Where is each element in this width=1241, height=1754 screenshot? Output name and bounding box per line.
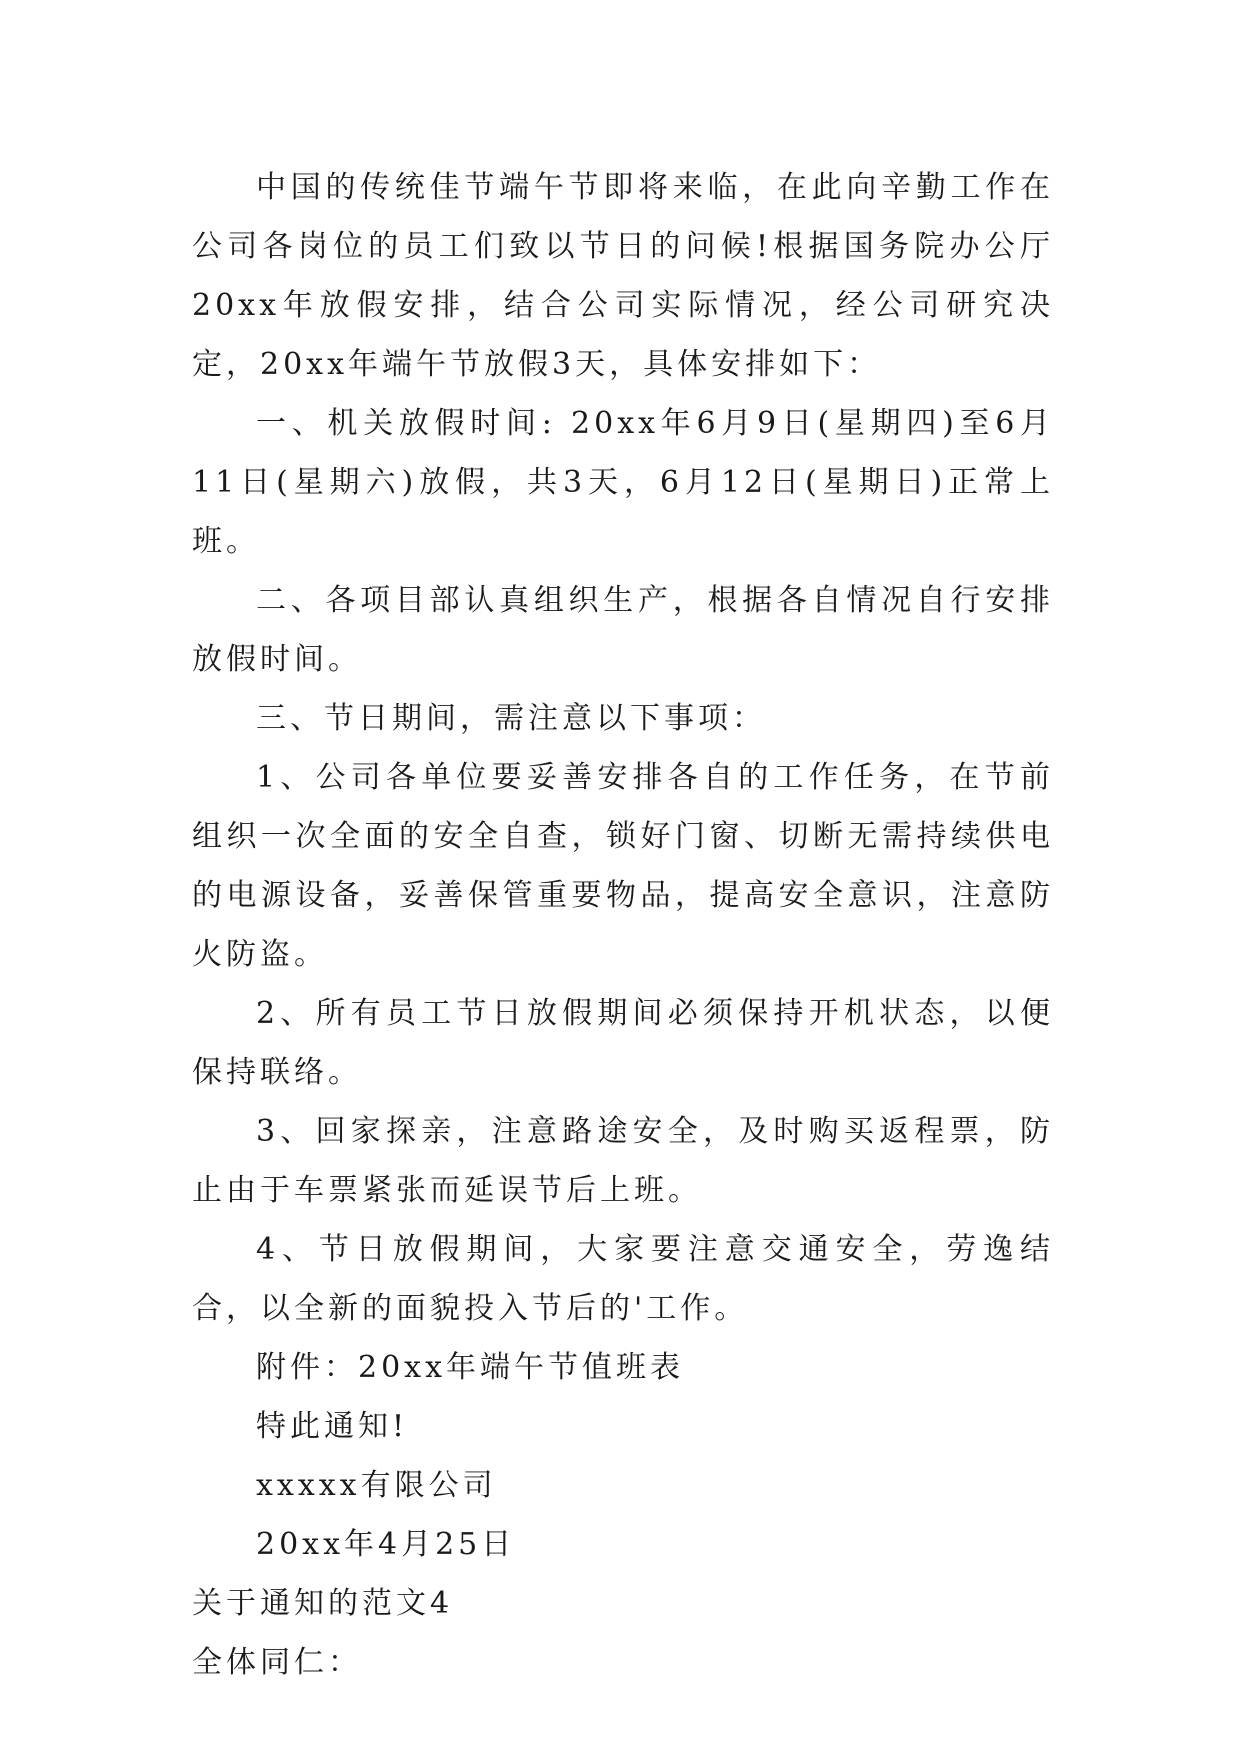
item-2-paragraph: 二、各项目部认真组织生产，根据各自情况自行安排放假时间。 (192, 583, 1054, 677)
closing-line: 特此通知! (256, 1409, 409, 1444)
subitem-4-paragraph: 4、节日放假期间，大家要注意交通安全，劳逸结合，以全新的面貌投入节后的'工作。 (192, 1232, 1054, 1326)
next-section-title: 关于通知的范文4 (192, 1586, 454, 1621)
item-1-paragraph: 一、机关放假时间: 20xx年6月9日(星期四)至6月11日(星期六)放假，共3天，6月12日(星期日)正常上班。 (192, 406, 1054, 559)
attachment-line: 附件：20xx年端午节值班表 (256, 1350, 685, 1385)
signature-date: 20xx年4月25日 (256, 1527, 516, 1562)
subitem-2-paragraph: 2、所有员工节日放假期间必须保持开机状态，以便保持联络。 (192, 996, 1054, 1090)
document-body (192, 158, 1054, 1692)
company-signature: xxxxx有限公司 (256, 1468, 497, 1503)
subitem-3-paragraph: 3、回家探亲，注意路途安全，及时购买返程票，防止由于车票紧张而延误节后上班。 (192, 1114, 1054, 1208)
item-3-paragraph: 三、节日期间，需注意以下事项： (256, 701, 766, 736)
subitem-1-paragraph: 1、公司各单位要妥善安排各自的工作任务，在节前组织一次全面的安全自查，锁好门窗、切断无需持续供电的电源设备，妥善保管重要物品，提高安全意识，注意防火防盗。 (192, 760, 1054, 972)
next-section-salutation: 全体同仁： (192, 1645, 362, 1680)
intro-paragraph: 中国的传统佳节端午节即将来临，在此向辛勤工作在公司各岗位的员工们致以节日的问候!根据国务院办公厅20xx年放假安排，结合公司实际情况，经公司研究决定，20xx年端午节放假3天，具体安排如下： (192, 170, 1054, 382)
